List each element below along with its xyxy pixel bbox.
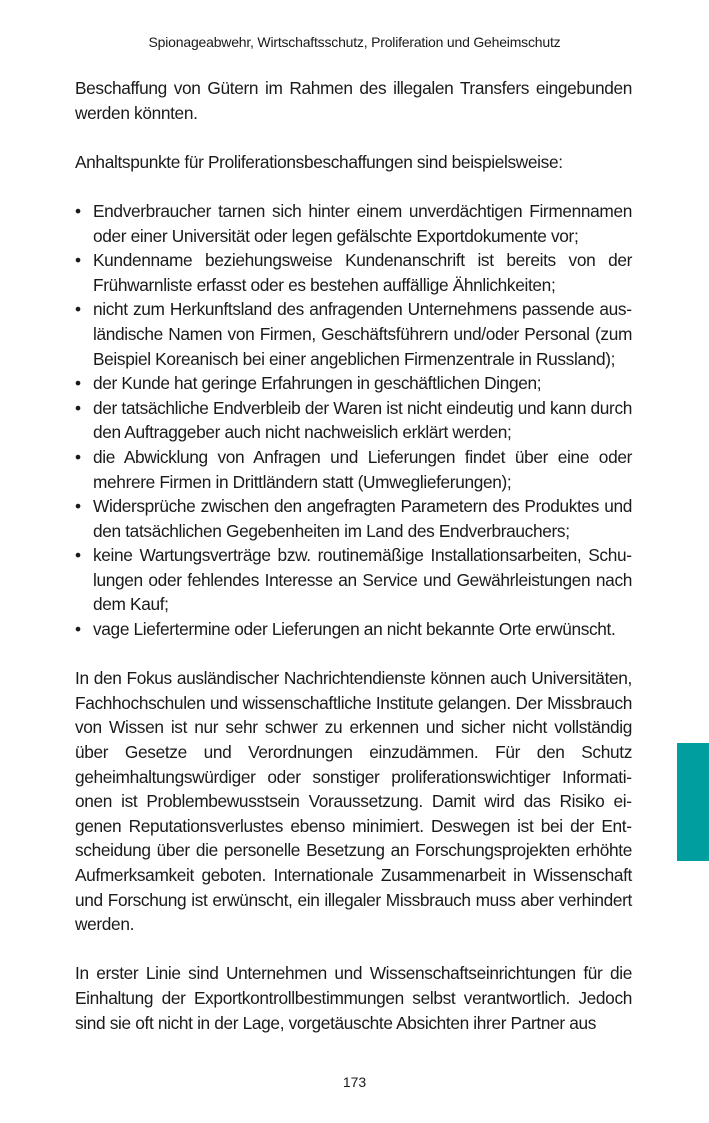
list-item — [75, 371, 632, 396]
bullet-icon: • — [75, 299, 81, 320]
paragraph-spacer — [75, 125, 632, 150]
bullet-icon: • — [75, 496, 81, 517]
list-item-text: keine Wartungsverträge bzw. routinemäßige Installationsarbeiten, Schulungen oder fehlendes Interesse an Service und Gewährleistungen nach dem Kauf; — [93, 545, 632, 615]
page-number: 173 — [342, 1074, 367, 1090]
paragraph-continued: Beschaffung von Gütern im Rahmen des illegalen Transfers eingebunden werden könnten. — [75, 78, 632, 123]
list-item — [75, 494, 632, 543]
paragraph-spacer — [75, 937, 632, 962]
bullet-icon: • — [75, 250, 81, 271]
list-item — [75, 445, 632, 494]
bullet-icon: • — [75, 545, 81, 566]
list-item-text: Widersprüche zwischen den angefragten Parametern des Produktes und den tatsächlichen Gegebenheiten im Land des Endverbrauchers; — [93, 496, 632, 541]
list-intro: Anhaltspunkte für Proliferationsbeschaffungen sind beispielsweise: — [75, 151, 563, 172]
paragraph-export-control: In erster Linie sind Unternehmen und Wissenschaftseinrichtungen für die Einhaltung der Exportkontrollbestimmungen selbst verantwortlich. Jedoch sind sie oft nicht in der Lage, vorgetäuschte Absichten ihrer Partner aus — [75, 963, 632, 1033]
list-item-text: Endverbraucher tarnen sich hinter einem unverdächtigen Firmennamen oder einer Universität oder legen gefälschte Exportdokumente vor; — [93, 200, 632, 246]
paragraph-spacer — [75, 174, 632, 199]
list-item-text: Kundenname beziehungsweise Kundenanschrift ist bereits von der Frühwarnliste erfasst oder es bestehen auffällige Ähnlichkeiten; — [93, 250, 632, 295]
list-item — [75, 248, 632, 297]
chapter-thumb-tab — [677, 743, 709, 861]
list-item — [75, 199, 632, 248]
list-item-text: der Kunde hat geringe Erfahrungen in geschäftlichen Dingen; — [93, 373, 542, 394]
running-head: Spionageabwehr, Wirtschaftsschutz, Proliferation und Geheimschutz — [148, 34, 561, 50]
list-item — [75, 543, 632, 617]
bullet-icon: • — [75, 200, 81, 221]
paragraph-universities: In den Fokus ausländischer Nachrichtendienste können auch Universitäten, Fachhochschulen und wissenschaftliche Institute gelangen. Der Missbrauch von Wissen ist nur sehr schwer zu erkennen und sicher nicht vollständig über Gesetze und Verordnungen einzudämmen. Für den Schutz geheimhaltungswürdiger oder sonstiger proliferationswichtiger Informationen ist Problembewusstsein Voraussetzung. Damit wird das Risiko eigenen Reputationsverlustes ebenso minimiert. Deswegen ist bei der Entscheidung über die personelle Besetzung an Forschungsprojekten erhöhte Aufmerksamkeit geboten. Internationale Zusammenarbeit in Wissenschaft und Forschung ist erwünscht, ein illegaler Missbrauch muss aber verhindert werden. — [75, 668, 632, 935]
indicator-list — [75, 199, 632, 642]
paragraph-spacer — [75, 642, 632, 667]
bullet-icon: • — [75, 446, 81, 467]
list-item-text: die Abwicklung von Anfragen und Lieferungen findet über eine oder mehrere Firmen in Drittländern statt (Umweglieferungen); — [93, 446, 632, 492]
list-item — [75, 617, 632, 642]
list-item — [75, 396, 632, 445]
list-item-text: nicht zum Herkunftsland des anfragenden Unternehmens passende ausländische Namen von Firmen, Geschäftsführern und/oder Personal (zum Beispiel Koreanisch bei einer angeblichen Firmenzentrale in Russland); — [93, 299, 632, 369]
bullet-icon: • — [75, 373, 81, 394]
list-item-text: vage Liefertermine oder Lieferungen an nicht bekannte Orte erwünscht. — [93, 619, 616, 640]
bullet-icon: • — [75, 397, 81, 418]
list-item — [75, 297, 632, 371]
page-body — [75, 76, 632, 1035]
bullet-icon: • — [75, 619, 81, 640]
list-item-text: der tatsächliche Endverbleib der Waren ist nicht eindeutig und kann durch den Auftraggeber auch nicht nachweislich erklärt werden; — [93, 397, 632, 443]
